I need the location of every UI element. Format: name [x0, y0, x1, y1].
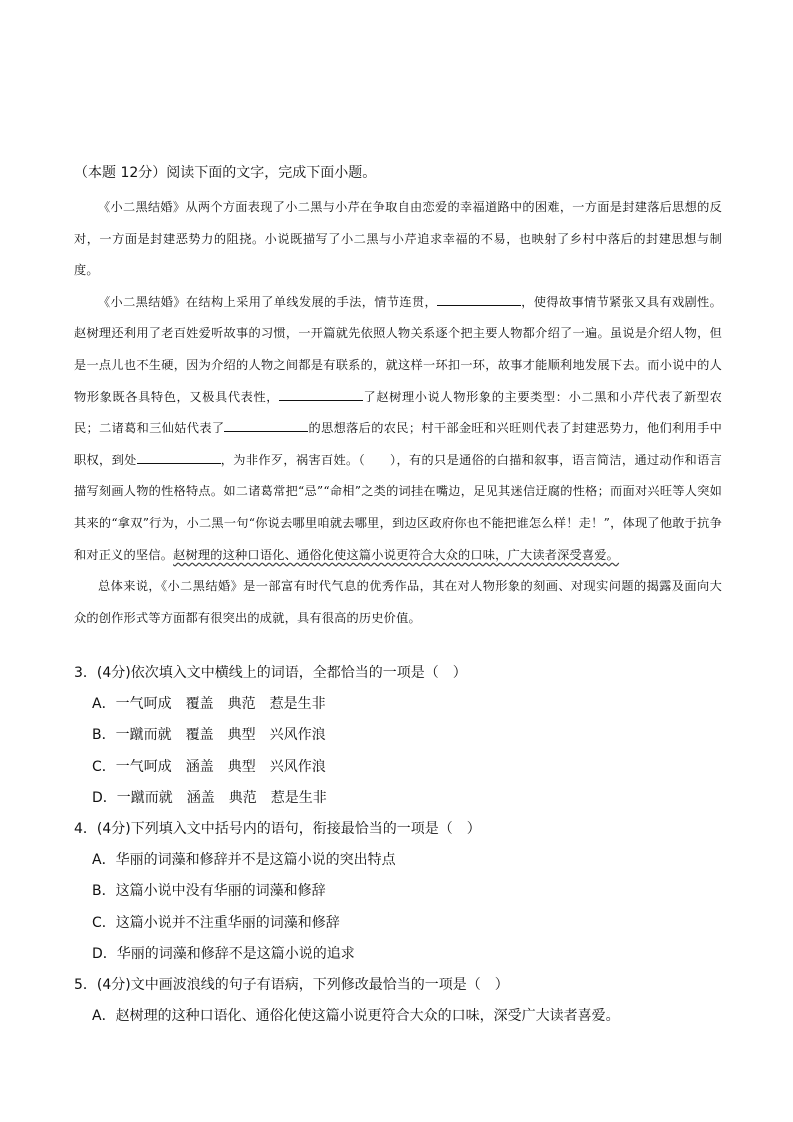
question-5-stem: 5．(4分)文中画波浪线的句子有语病，下列修改最恰当的一项是（ ）	[74, 977, 509, 993]
question-4-option-d[interactable]: D．华丽的词藻和修辞不是这篇小说的追求	[92, 946, 355, 962]
question-3-stem: 3．(4分)依次填入文中横线上的词语，全都恰当的一项是（ ）	[74, 665, 467, 681]
passage-paragraph-3: 总体来说，《小二黑结婚》是一部富有时代气息的优秀作品，其在对人物形象的刻画、对现实问题的揭露及面向大众的创作形式等方面都有很突出的成就，具有很高的历史价值。	[74, 579, 722, 625]
passage-text: ，使得故事情节紧张又具有戏剧性。赵树理还利用了老百姓爱听故事的习惯，一开篇就先依照人物关系逐个把主要人物都介绍了一遍。虽说是介绍人物，但是一点儿也不生硬，因为介绍的人物之间都是有联系的，就这样一环扣一环，故事才能顺利地发展下去。而小说中的人物形象既各具特色，又极具代表性，	[74, 294, 723, 404]
fill-blank-1	[437, 291, 521, 306]
passage-text: 了赵树理小说人物形象的主要类型：小二黑和小芹代表了新型农民；二诸葛和三仙姑代表了	[74, 389, 722, 436]
passage-text: 的思想落后的农民；村干部金旺和兴旺则代表了封建恶势力，他们利用手中职权，到处	[74, 421, 722, 467]
question-5-option-a[interactable]: A．赵树理的这种口语化、通俗化使这篇小说更符合大众的口味，深受广大读者喜爱。	[92, 1008, 620, 1024]
question-4-option-b[interactable]: B．这篇小说中没有华丽的词藻和修辞	[92, 883, 326, 899]
fill-parenthesis: （ ）	[358, 452, 397, 467]
question-3-option-a[interactable]: A．一气呵成 覆盖 典范 惹是生非	[92, 696, 326, 712]
fill-blank-4	[137, 449, 221, 464]
passage-paragraph-1: 《小二黑结婚》从两个方面表现了小二黑与小芹在争取自由恋爱的幸福道路中的困难，一方面是封建落后思想的反对，一方面是封建恶势力的阻挠。小说既描写了小二黑与小芹追求幸福的不易，也映射了乡村中落后的封建思想与制度。	[74, 200, 722, 278]
fill-blank-3	[224, 417, 308, 432]
passage-text: ，有的只是通俗的白描和叙事，语言简洁，通过动作和语言描写刻画人物的性格特点。如二诸葛常把“忌”“命相”之类的词挂在嘴边，足见其迷信迂腐的性格；而面对兴旺等人突如其来的“拿双”行为，小二黑一句“你说去哪里咱就去哪里，到边区政府你也不能把谁怎么样！走！”，体现了他敢于抗争和对正义的坚信。	[74, 452, 722, 562]
question-3-option-d[interactable]: D．一蹴而就 涵盖 典范 惹是生非	[92, 790, 327, 806]
question-3-option-b[interactable]: B．一蹴而就 覆盖 典型 兴风作浪	[92, 727, 326, 743]
question-4-stem: 4．(4分)下列填入文中括号内的语句，衔接最恰当的一项是（ ）	[74, 821, 481, 837]
passage-text: 《小二黑结婚》在结构上采用了单线发展的手法，情节连贯，	[98, 294, 438, 309]
section-intro: （本题 12分）阅读下面的文字，完成下面小题。	[74, 165, 377, 181]
fill-blank-2	[279, 386, 363, 401]
question-4-option-c[interactable]: C．这篇小说并不注重华丽的词藻和修辞	[92, 915, 340, 931]
question-4-option-a[interactable]: A．华丽的词藻和修辞并不是这篇小说的突出特点	[92, 852, 396, 868]
reading-passage	[74, 192, 722, 634]
passage-text: ，为非作歹，祸害百姓。	[220, 452, 359, 467]
passage-paragraph-2	[74, 287, 722, 571]
wavy-underlined-sentence: 赵树理的这种口语化、通俗化使这篇小说更符合大众的口味，广大读者深受喜爱。	[173, 547, 620, 562]
question-3-option-c[interactable]: C．一气呵成 涵盖 典型 兴风作浪	[92, 759, 326, 775]
